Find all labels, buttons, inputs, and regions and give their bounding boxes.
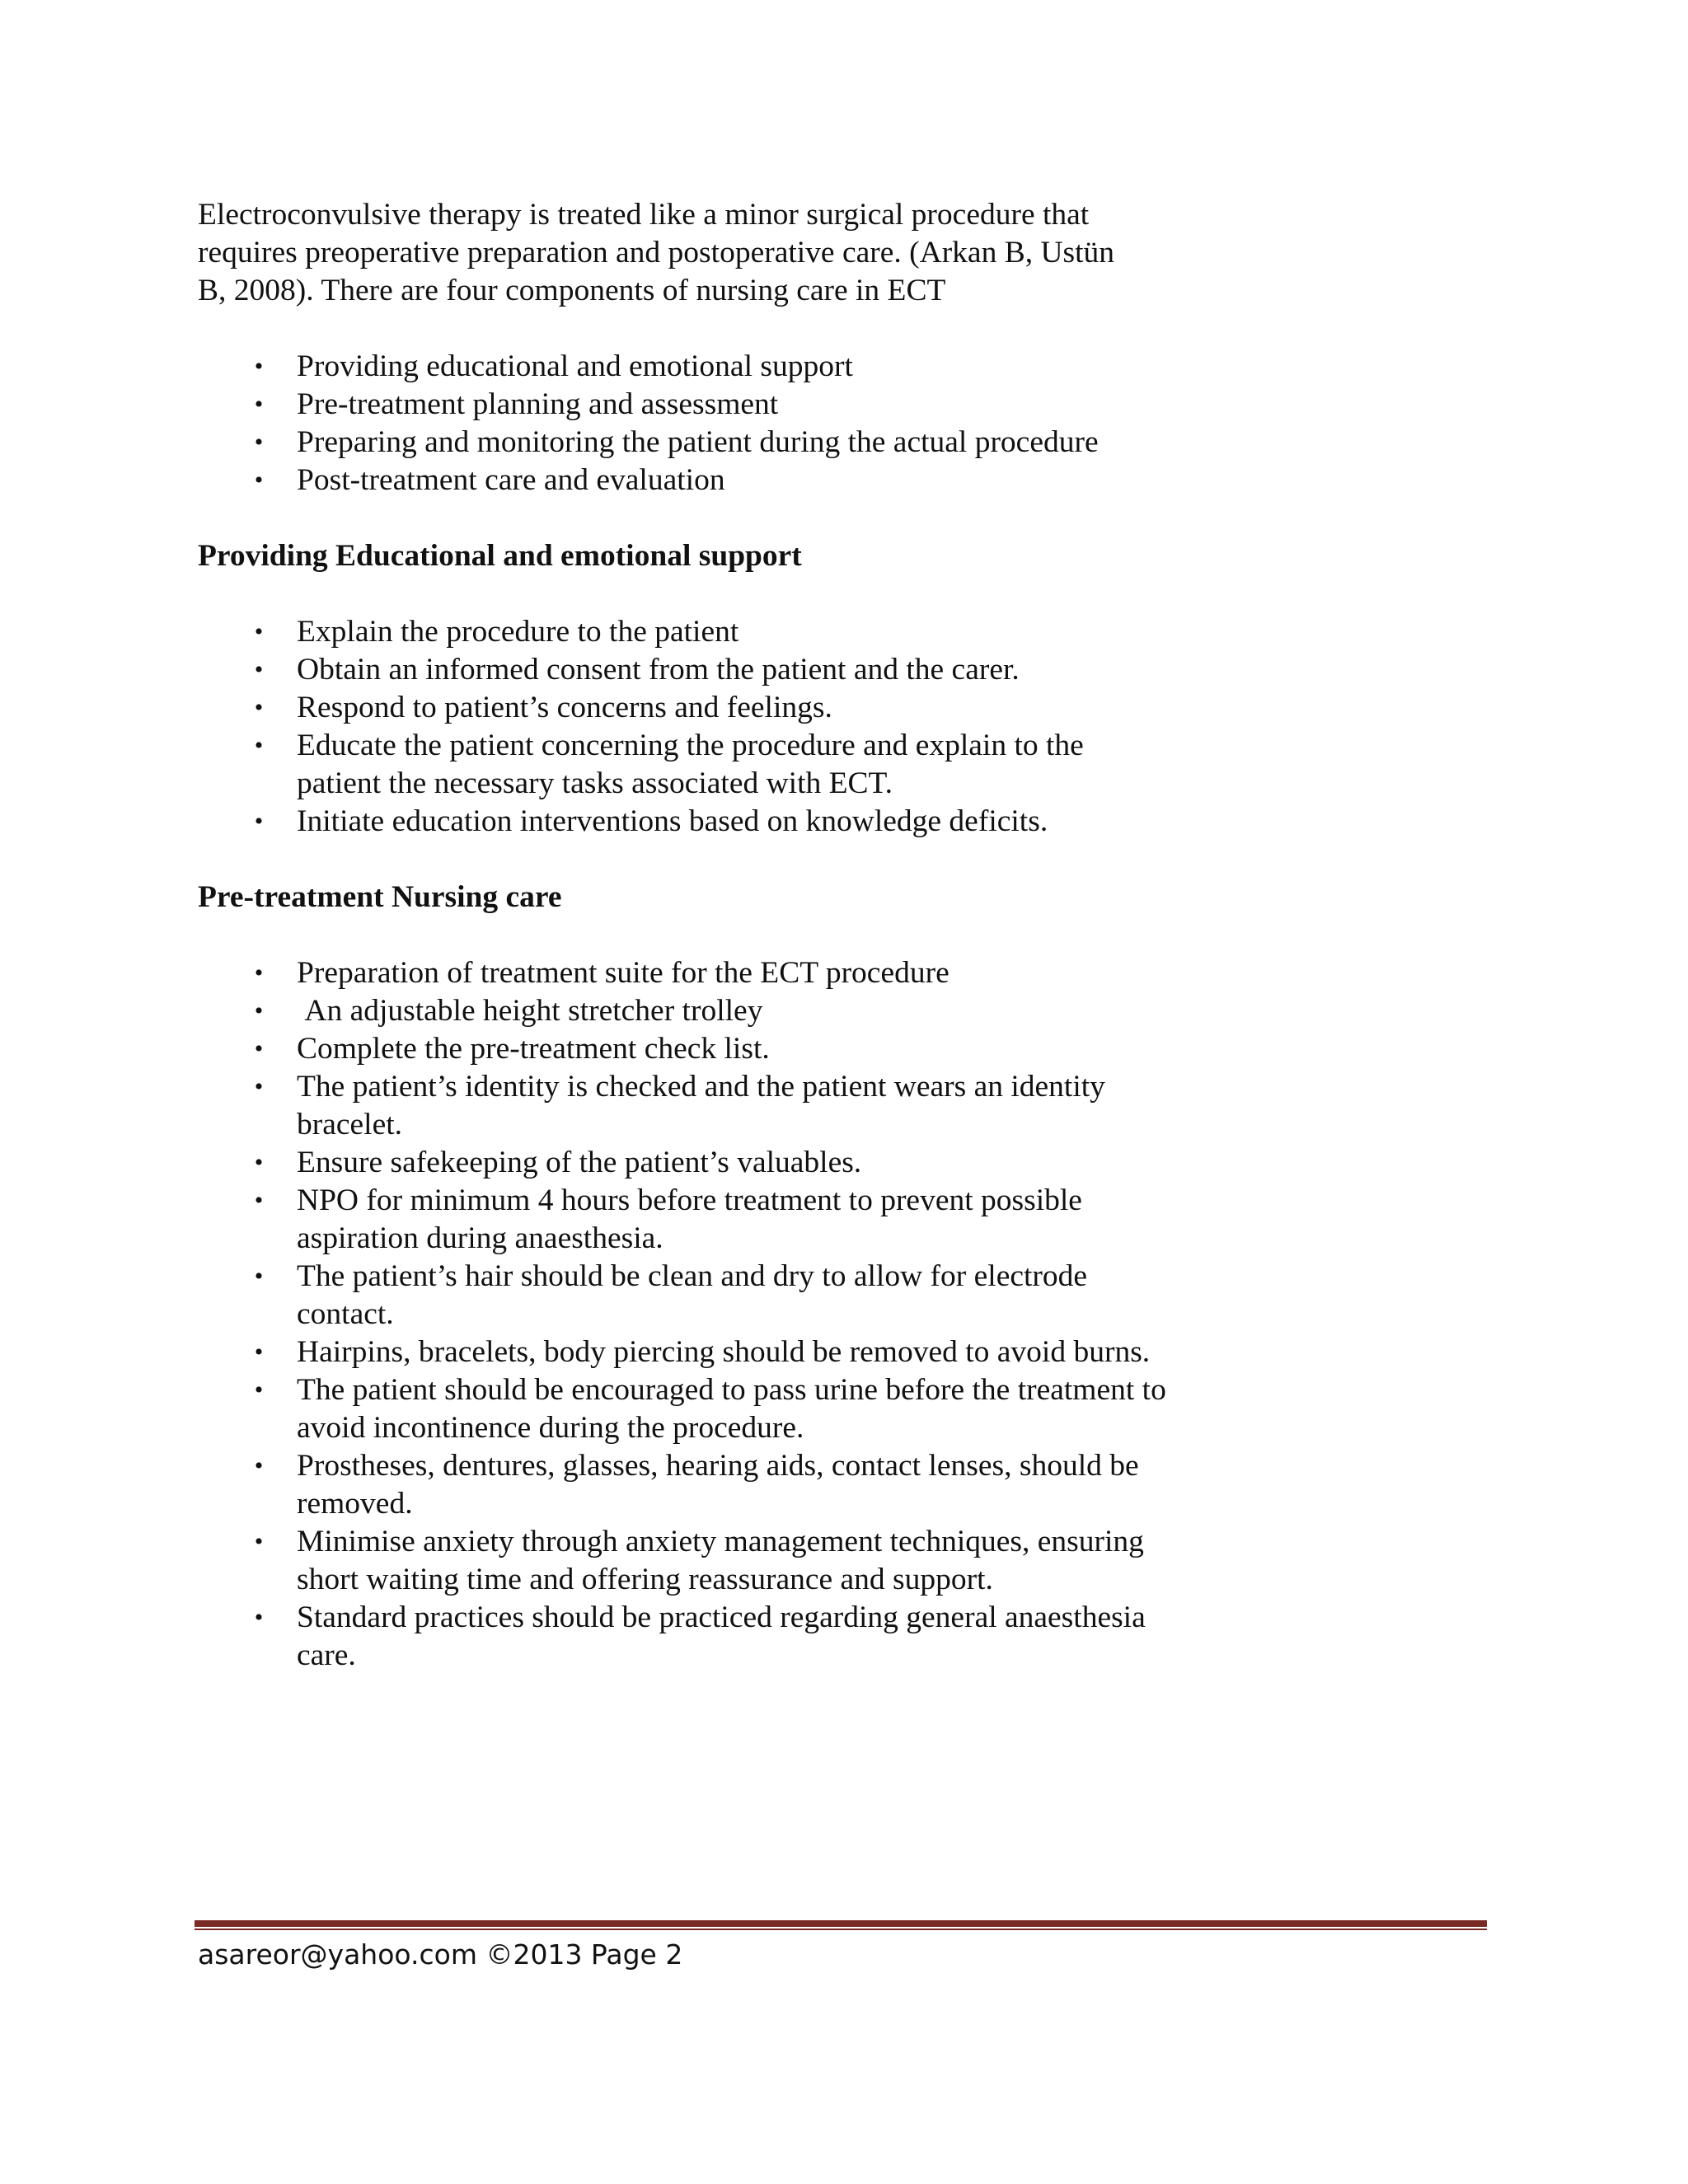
- list-item: [198, 1447, 1170, 1523]
- list-item: [198, 954, 1170, 992]
- list-item: [198, 1371, 1170, 1447]
- bullet-icon: •: [254, 694, 264, 721]
- list-item-text: Ensure safekeeping of the patient’s valuables.: [297, 1146, 862, 1179]
- list-item: [198, 1144, 1170, 1182]
- section-heading-educational-support: Providing Educational and emotional support: [198, 539, 802, 573]
- page-content: [198, 196, 1170, 1675]
- list-item-text: An adjustable height stretcher trolley: [297, 994, 763, 1028]
- list-item: [198, 803, 1170, 841]
- list-item: [198, 348, 1170, 386]
- bullet-icon: •: [254, 1149, 264, 1176]
- bullet-icon: •: [254, 466, 264, 494]
- list-item: [198, 424, 1170, 462]
- list-item: [198, 1068, 1170, 1144]
- list-item: [198, 1182, 1170, 1258]
- list-item: [198, 1333, 1170, 1371]
- list-item: [198, 1523, 1170, 1599]
- list-item-text: Prostheses, dentures, glasses, hearing aids, contact lenses, should be removed.: [297, 1449, 1139, 1521]
- bullet-icon: •: [254, 1263, 264, 1290]
- list-item: [198, 1599, 1170, 1675]
- bullet-icon: •: [254, 618, 264, 645]
- list-item: [198, 613, 1170, 651]
- footer-divider-thin: [195, 1929, 1487, 1930]
- bullet-icon: •: [254, 1528, 264, 1555]
- list-item-text: NPO for minimum 4 hours before treatment to prevent possible aspiration during anaesthesia.: [297, 1183, 1082, 1255]
- list-item: [198, 386, 1170, 424]
- bullet-icon: •: [254, 1187, 264, 1214]
- bullet-icon: •: [254, 732, 264, 759]
- components-list: [198, 348, 1170, 499]
- bullet-icon: •: [254, 959, 264, 987]
- list-item-text: Post-treatment care and evaluation: [297, 463, 725, 497]
- list-item: [198, 651, 1170, 689]
- bullet-icon: •: [254, 1604, 264, 1631]
- list-item-text: Initiate education interventions based on knowledge deficits.: [297, 804, 1048, 838]
- list-item: [198, 727, 1170, 803]
- list-item: [198, 462, 1170, 499]
- bullet-icon: •: [254, 808, 264, 835]
- footer-text: asareor@yahoo.com ©2013 Page 2: [198, 1938, 683, 1971]
- pretreatment-care-list: [198, 954, 1170, 1675]
- bullet-icon: •: [254, 1452, 264, 1479]
- bullet-icon: •: [254, 1073, 264, 1100]
- list-item-text: Obtain an informed consent from the patient and the carer.: [297, 653, 1020, 687]
- list-item-text: Preparing and monitoring the patient during the actual procedure: [297, 425, 1099, 459]
- list-item-text: Pre-treatment planning and assessment: [297, 387, 779, 421]
- footer-divider-thick: [195, 1920, 1487, 1927]
- list-item: [198, 1030, 1170, 1068]
- list-item-text: Preparation of treatment suite for the ECT procedure: [297, 956, 950, 990]
- list-item-text: Providing educational and emotional support: [297, 349, 853, 383]
- bullet-icon: •: [254, 656, 264, 683]
- bullet-icon: •: [254, 1035, 264, 1062]
- list-item-text: Standard practices should be practiced regarding general anaesthesia care.: [297, 1601, 1146, 1672]
- list-item-text: The patient’s hair should be clean and dry to allow for electrode contact.: [297, 1259, 1088, 1331]
- bullet-icon: •: [254, 1338, 264, 1366]
- list-item-text: Explain the procedure to the patient: [297, 615, 739, 649]
- intro-paragraph: Electroconvulsive therapy is treated like a minor surgical procedure that requires preoperative preparation and postoperative care. (Arkan B, Ustün B, 2008). There are four components of nursing care in ECT: [198, 198, 1115, 307]
- list-item: [198, 992, 1170, 1030]
- list-item: [198, 689, 1170, 727]
- list-item-text: Minimise anxiety through anxiety management techniques, ensuring short waiting time and offering reassurance and support.: [297, 1525, 1144, 1596]
- bullet-icon: •: [254, 997, 264, 1024]
- bullet-icon: •: [254, 1376, 264, 1404]
- list-item-text: Respond to patient’s concerns and feelings.: [297, 691, 832, 724]
- bullet-icon: •: [254, 391, 264, 418]
- list-item-text: The patient’s identity is checked and the patient wears an identity bracelet.: [297, 1070, 1105, 1141]
- bullet-icon: •: [254, 429, 264, 456]
- list-item: [198, 1258, 1170, 1333]
- list-item-text: The patient should be encouraged to pass urine before the treatment to avoid incontinence during the procedure.: [297, 1373, 1166, 1445]
- list-item-text: Complete the pre-treatment check list.: [297, 1032, 770, 1066]
- footer-divider: [195, 1920, 1487, 1932]
- educational-support-list: [198, 613, 1170, 841]
- bullet-icon: •: [254, 353, 264, 380]
- list-item-text: Hairpins, bracelets, body piercing should be removed to avoid burns.: [297, 1335, 1151, 1369]
- section-heading-pretreatment-care: Pre-treatment Nursing care: [198, 880, 562, 914]
- list-item-text: Educate the patient concerning the procedure and explain to the patient the necessary tasks associated with ECT.: [297, 729, 1084, 800]
